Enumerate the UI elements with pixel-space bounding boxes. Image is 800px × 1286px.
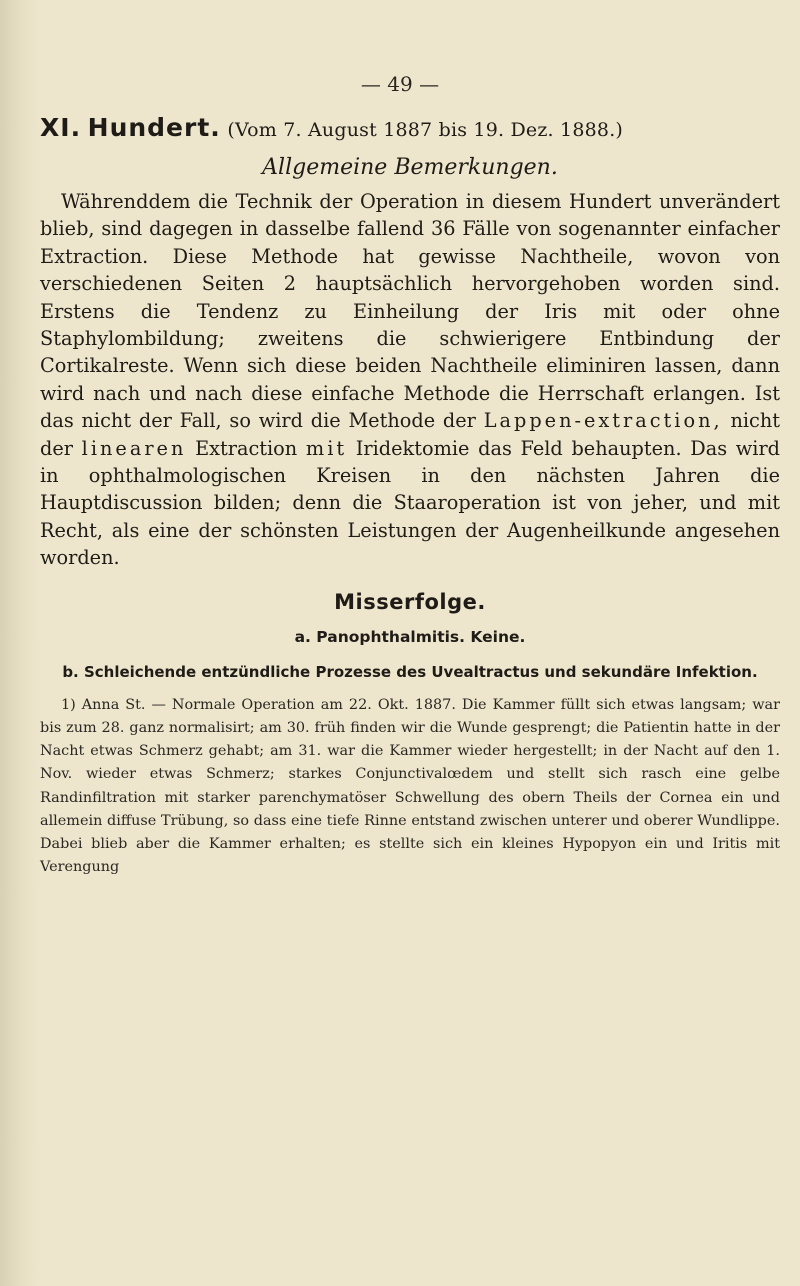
remarks-spaced-term-1: Lappen-extraction, [483, 409, 723, 433]
chapter-date-range: (Vom 7. August 1887 bis 19. Dez. 1888.) [227, 119, 624, 141]
remarks-spaced-term-2: linearen [81, 436, 187, 460]
remarks-text-3: Extraction [195, 436, 298, 460]
page-content [40, 112, 780, 879]
page-number: — 49 — [360, 72, 440, 96]
chapter-title: Hundert. [87, 113, 221, 142]
remarks-text-4: Iridektomie das Feld behaupten. Das wird in ophthalmologischen Kreisen in den nächsten Jahren die Hauptdiscussion bilden; denn die Staaroperation ist von jeher, und mit Recht, als eine der schönsten Leistungen der Augenheilkunde angesehen worden. [40, 436, 781, 570]
case-report-1: 1) Anna St. — Normale Operation am 22. Okt. 1887. Die Kammer füllt sich etwas langsam; war bis zum 28. ganz normalisirt; am 30. früh finden wir die Wunde gesprengt; die Patientin hatte in der Nacht etwas Schmerz gehabt; am 31. war die Kammer wieder hergestellt; in der Nacht auf den 1. Nov. wieder etwas Schmerz; starkes Conjunctivalœdem und stellt sich rasch eine gelbe Randinfiltration mit starker parenchymatöser Schwellung des obern Theils der Cornea ein und allemein diffuse Trübung, so dass eine tiefe Rinne entstand zwischen unterer und oberer Wundlippe. Dabei blieb aber die Kammer erhalten; es stellte sich ein kleines Hypopyon ein und Iritis mit Verengung [40, 696, 780, 876]
section-subtitle: Allgemeine Bemerkungen. [262, 155, 558, 180]
failures-heading: Misserfolge. [334, 589, 486, 614]
chapter-heading [40, 112, 780, 146]
remarks-text-2: nicht der [40, 409, 780, 460]
remarks-paragraph [40, 188, 780, 572]
chapter-roman-numeral: XI. [40, 113, 82, 142]
failures-subheading-b: b. Schleichende entzündliche Prozesse des Uvealtractus und sekundäre Infektion. [62, 662, 758, 681]
failures-subheading-a: a. Panophthalmitis. Keine. [294, 627, 526, 646]
remarks-text-1: Währenddem die Technik der Operation in diesem Hundert unverändert blieb, sind dagegen in dasselbe fallend 36 Fälle von sogenannter einfacher Extraction. Diese Methode hat gewisse Nachtheile, wovon von verschiedenen Seiten 2 hauptsächlich hervorgehoben worden sind. Erstens die Tendenz zu Einheilung der Iris mit oder ohne Staphylombildung; zweitens die schwierigere Entbindung der Cortikalreste. Wenn sich diese beiden Nachtheile eliminiren lassen, dann wird nach und nach diese einfache Methode die Herrschaft erlangen. Ist das nicht der Fall, so wird die Methode der [40, 190, 780, 433]
remarks-spaced-term-3: mit [305, 436, 348, 460]
